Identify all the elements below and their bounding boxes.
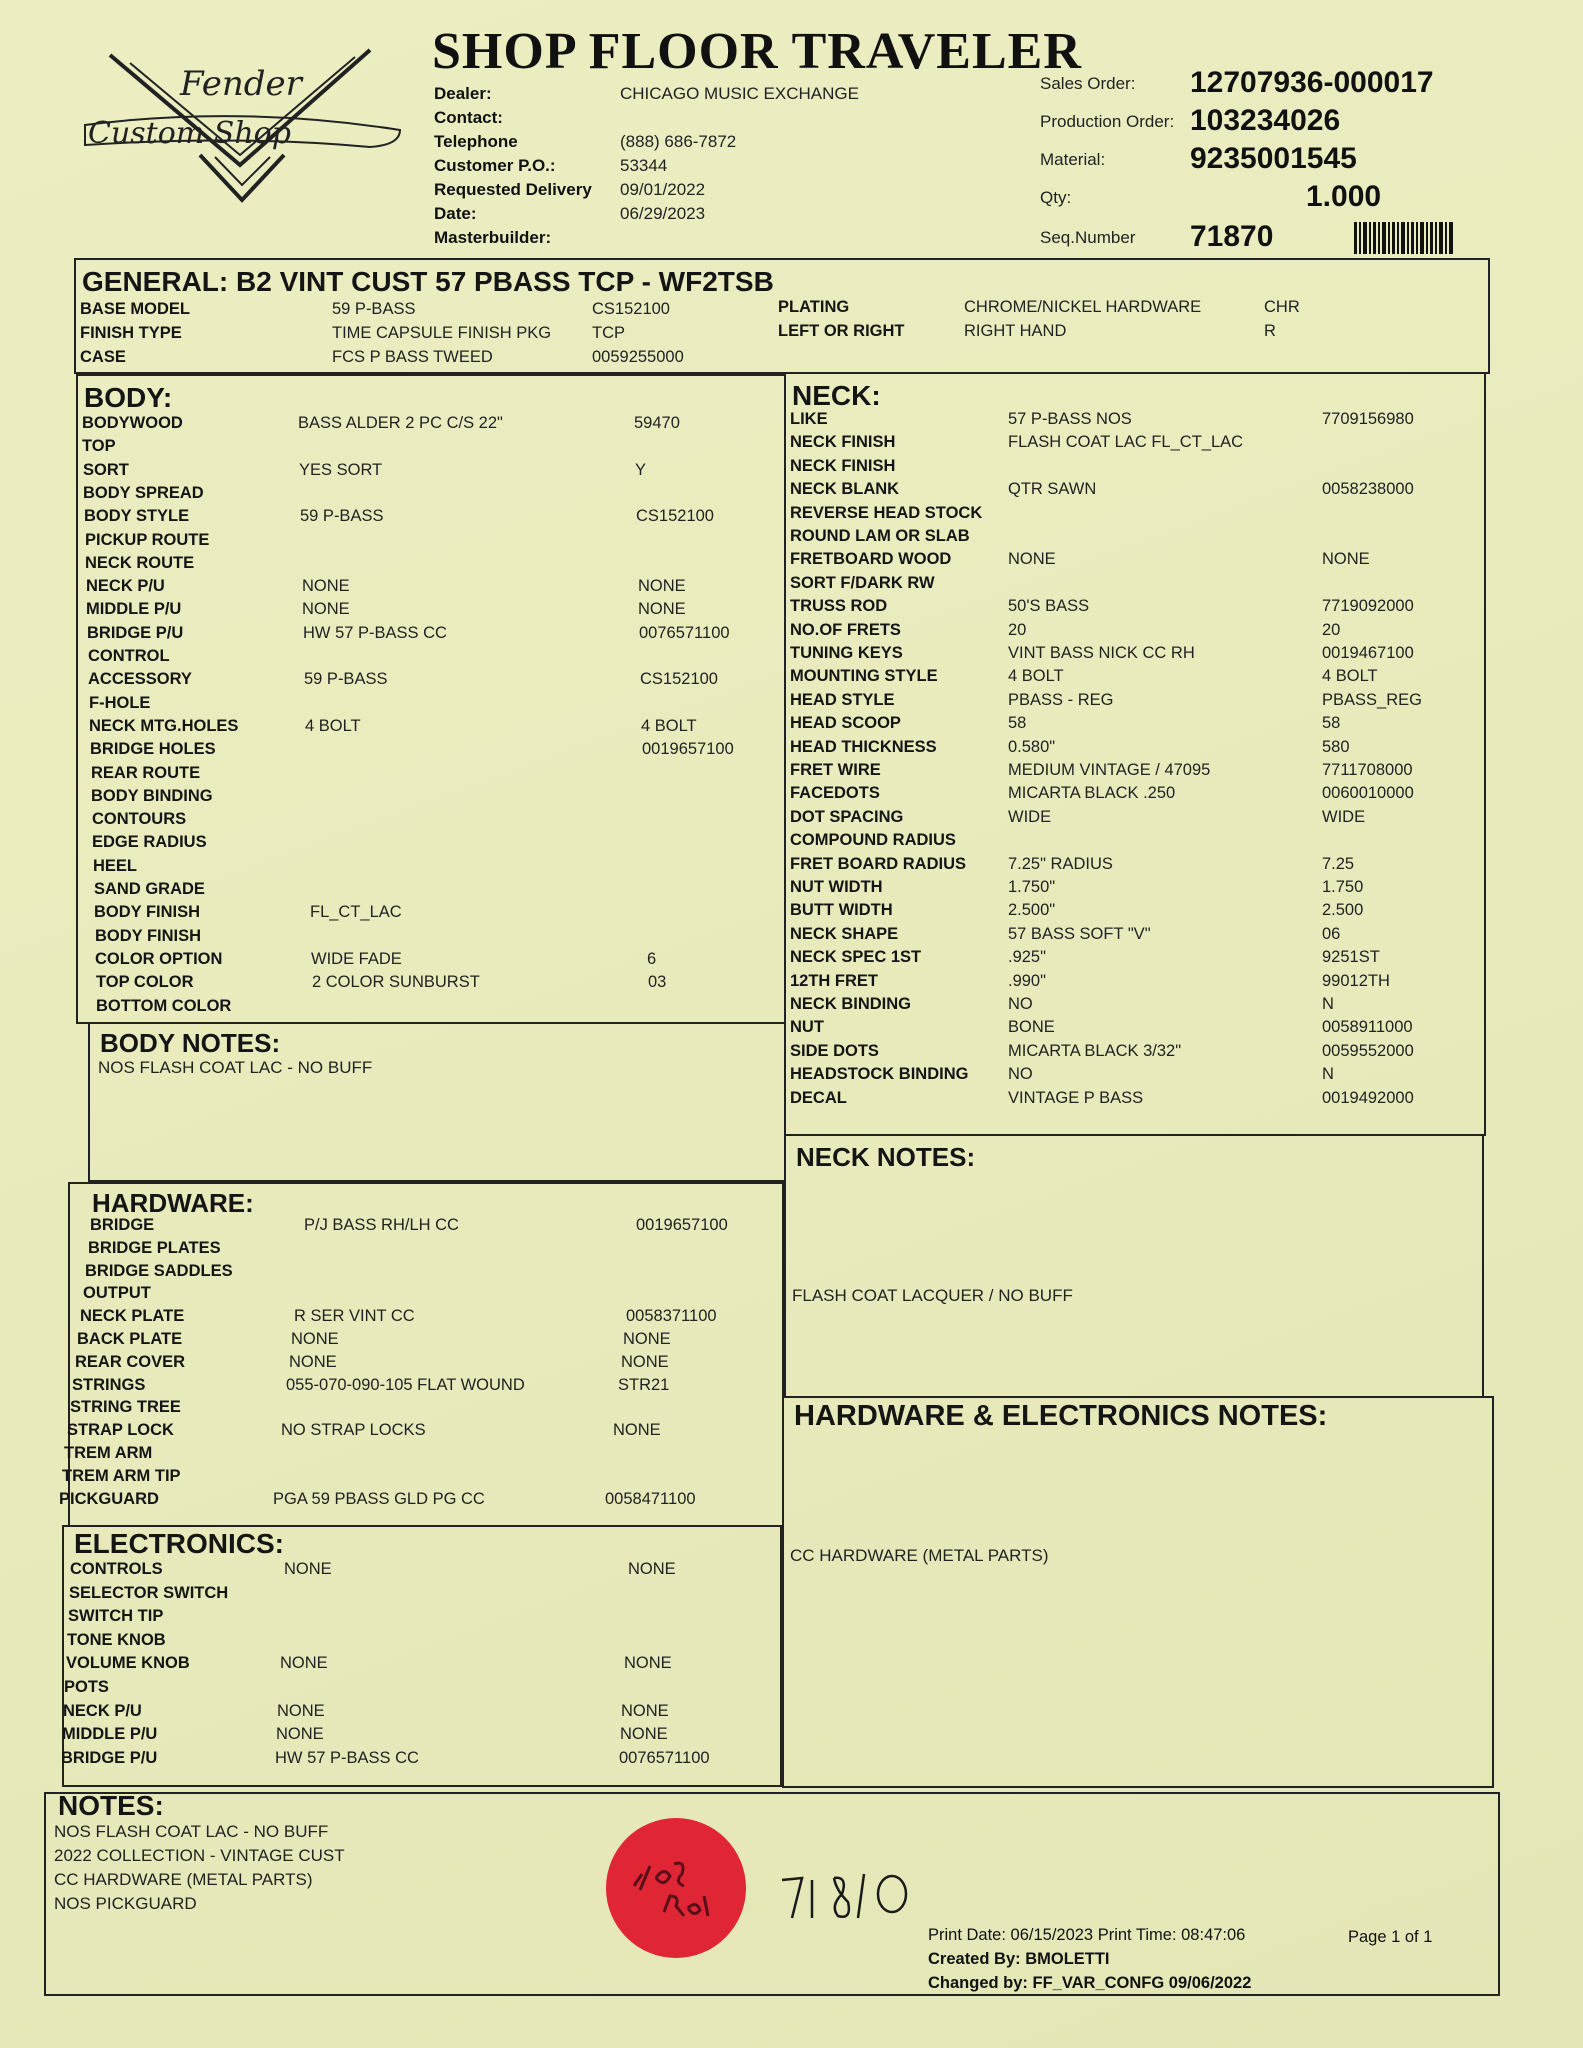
spec-label: CONTROL [88,647,170,665]
spec-value: 4 BOLT [305,716,361,735]
spec-label: BRIDGE [90,1216,155,1234]
document-title: SHOP FLOOR TRAVELER [432,23,1082,80]
spec-code: CS152100 [592,300,670,318]
spec-label: OUTPUT [83,1284,151,1303]
spec-code: WIDE [1322,807,1366,826]
spec-label: NECK P/U [63,1701,142,1720]
spec-value: YES SORT [299,460,383,479]
electronics-title: ELECTRONICS: [74,1528,284,1559]
spec-code: 7709156980 [1322,410,1414,428]
spec-value: NONE [284,1560,332,1578]
spec-label: COLOR OPTION [95,949,223,968]
note-line: CC HARDWARE (METAL PARTS) [790,1546,1049,1565]
spec-code: 59470 [634,414,680,432]
spec-value: NONE [302,577,350,596]
spec-label: TOP COLOR [96,973,194,992]
spec-code: 99012TH [1322,971,1390,990]
spec-label: MOUNTING STYLE [790,667,938,686]
spec-code: 0058238000 [1322,480,1414,499]
spec-code: NONE [638,600,686,619]
spec-label: DOT SPACING [790,807,904,826]
header-field-label: Requested Delivery [434,180,592,199]
order-value: 71870 [1190,220,1274,253]
spec-value: NONE [289,1352,337,1371]
spec-label: DECAL [790,1088,847,1107]
spec-label: REVERSE HEAD STOCK [790,503,983,522]
print-date: Print Date: 06/15/2023 Print Time: 08:47:06 [928,1926,1246,1944]
spec-label: PICKUP ROUTE [85,530,210,549]
notes-title: NOTES: [58,1790,164,1821]
spec-code: NONE [628,1560,676,1578]
spec-code: NONE [1322,550,1370,569]
spec-value: TIME CAPSULE FINISH PKG [332,324,552,342]
order-label: Seq.Number [1040,228,1136,247]
spec-label: NECK SHAPE [790,924,899,943]
spec-value: RIGHT HAND [964,322,1067,340]
spec-value: NONE [276,1725,324,1744]
spec-value: MEDIUM VINTAGE / 47095 [1008,761,1211,779]
spec-label: HEADSTOCK BINDING [790,1065,969,1084]
spec-label: NECK SPEC 1ST [790,948,922,967]
spec-label: NECK ROUTE [85,553,195,572]
order-value: 103234026 [1190,104,1341,137]
spec-value: 0.580" [1008,737,1056,756]
note-line: NOS FLASH COAT LAC - NO BUFF [98,1058,373,1077]
general-title: GENERAL: B2 VINT CUST 57 PBASS TCP - WF2TSB [82,266,774,297]
spec-value: 59 P-BASS [332,300,416,318]
spec-code: CS152100 [636,507,714,526]
hw-notes-section [782,1396,1494,1788]
spec-value: .925" [1008,948,1046,967]
spec-value: 055-070-090-105 FLAT WOUND [286,1375,525,1394]
body-notes-title: BODY NOTES: [100,1028,281,1058]
spec-label: STRING TREE [70,1398,181,1417]
spec-value: NONE [280,1654,328,1673]
spec-label: PICKGUARD [59,1489,159,1508]
spec-code: 0076571100 [639,623,730,642]
spec-code: 0060010000 [1322,784,1414,803]
spec-value: NO STRAP LOCKS [281,1421,426,1440]
spec-code: 4 BOLT [1322,667,1378,686]
spec-label: COMPOUND RADIUS [790,831,956,850]
spec-value: NONE [1008,550,1056,569]
spec-value: 20 [1008,620,1027,639]
spec-label: HEEL [93,856,138,875]
order-value: 12707936-000017 [1190,66,1434,99]
spec-label: ACCESSORY [88,670,192,689]
spec-label: NECK BINDING [790,995,912,1013]
spec-value: NO [1008,995,1033,1013]
spec-label: STRINGS [72,1375,146,1394]
spec-value: PGA 59 PBASS GLD PG CC [273,1489,485,1508]
spec-label: SORT [83,460,129,479]
spec-value: 50'S BASS [1008,597,1090,616]
red-sticker-stamp [604,1816,748,1960]
spec-label: FINISH TYPE [80,324,182,342]
note-line: NOS PICKGUARD [54,1894,197,1913]
spec-label: BODY STYLE [84,507,190,526]
spec-value: WIDE FADE [311,949,402,968]
spec-code: 0059255000 [592,348,684,366]
header-field-label: Dealer: [434,84,492,103]
spec-value: 57 P-BASS NOS [1008,410,1132,428]
spec-code: 0019657100 [636,1216,728,1234]
handwritten-seq-number [776,1862,916,1932]
spec-code: 1.750 [1322,878,1364,896]
spec-code: NONE [638,577,686,596]
spec-code: 0058911000 [1322,1018,1413,1037]
spec-value: QTR SAWN [1008,480,1097,499]
spec-label: CONTROLS [70,1560,163,1578]
order-value: 9235001545 [1190,142,1357,175]
order-label: Material: [1040,150,1106,169]
order-label: Sales Order: [1040,74,1136,93]
spec-label: HEAD STYLE [790,690,895,709]
spec-code: 0076571100 [619,1748,710,1767]
spec-value: HW 57 P-BASS CC [303,623,447,642]
header-field-value: 53344 [620,156,668,175]
spec-label: REAR ROUTE [91,763,201,782]
spec-code: 7719092000 [1322,597,1414,616]
spec-value: PBASS - REG [1008,690,1114,709]
spec-label: TREM ARM [64,1444,153,1462]
spec-value: BONE [1008,1018,1055,1037]
spec-value: NO [1008,1065,1033,1084]
note-line: CC HARDWARE (METAL PARTS) [54,1870,313,1889]
spec-value: FCS P BASS TWEED [332,348,493,366]
spec-label: BRIDGE P/U [87,623,184,642]
spec-label: NO.OF FRETS [790,620,901,639]
spec-code: 0059552000 [1322,1041,1414,1060]
spec-value: FLASH COAT LAC FL_CT_LAC [1008,433,1244,452]
spec-label: BODYWOOD [82,414,183,432]
spec-code: 2.500 [1322,901,1364,920]
created-by: Created By: BMOLETTI [928,1950,1110,1968]
spec-value: MICARTA BLACK .250 [1008,784,1176,803]
spec-value: R SER VINT CC [294,1307,415,1326]
spec-code: NONE [624,1654,672,1673]
header-field-label: Contact: [434,108,503,127]
spec-code: NONE [620,1725,668,1744]
note-line: NOS FLASH COAT LAC - NO BUFF [54,1822,329,1841]
spec-label: BRIDGE P/U [61,1748,158,1767]
spec-label: CASE [80,348,126,366]
spec-label: REAR COVER [75,1352,186,1371]
spec-code: TCP [592,324,625,342]
hardware-title: HARDWARE: [92,1188,254,1218]
barcode [1354,222,1454,254]
spec-code: NONE [621,1352,669,1371]
spec-value: VINT BASS NICK CC RH [1008,644,1195,662]
spec-value: NONE [302,600,350,619]
spec-code: 0019492000 [1322,1088,1414,1107]
spec-code: N [1322,995,1334,1013]
spec-label: TREM ARM TIP [62,1466,181,1485]
spec-value: CHROME/NICKEL HARDWARE [964,298,1202,316]
spec-code: CS152100 [640,670,718,689]
neck-notes-section [784,1134,1484,1398]
spec-code: NONE [621,1701,669,1720]
spec-label: FRET BOARD RADIUS [790,854,966,873]
spec-label: BRIDGE HOLES [90,740,216,759]
note-line: 2022 COLLECTION - VINTAGE CUST [54,1846,345,1865]
spec-code: 7711708000 [1322,761,1413,779]
spec-code: 9251ST [1322,948,1380,967]
spec-label: BODY FINISH [94,903,201,922]
header-field-label: Masterbuilder: [434,228,552,247]
spec-label: TONE KNOB [67,1630,166,1649]
header-field-label: Telephone [434,132,518,151]
spec-label: F-HOLE [89,693,151,712]
spec-value: 1.750" [1008,878,1056,896]
spec-label: TUNING KEYS [790,644,903,662]
spec-label: PLATING [778,298,850,316]
spec-label: BODY SPREAD [83,483,204,502]
spec-label: BACK PLATE [77,1330,183,1348]
page-number: Page 1 of 1 [1348,1928,1433,1946]
header-field-value: 06/29/2023 [620,204,706,223]
fender-custom-shop-logo [70,45,410,215]
spec-value: VINTAGE P BASS [1008,1088,1144,1107]
spec-label: BASE MODEL [80,300,191,318]
spec-label: TRUSS ROD [790,597,888,616]
hw-notes-title: HARDWARE & ELECTRONICS NOTES: [794,1400,1328,1432]
spec-code: STR21 [618,1375,670,1394]
spec-code: N [1322,1065,1334,1084]
spec-value: FL_CT_LAC [310,903,402,922]
spec-value: MICARTA BLACK 3/32" [1008,1041,1182,1060]
spec-label: LEFT OR RIGHT [778,322,905,340]
note-line: FLASH COAT LACQUER / NO BUFF [792,1286,1073,1305]
spec-label: SWITCH TIP [68,1607,164,1626]
order-label: Production Order: [1040,112,1175,131]
spec-value: 59 P-BASS [304,670,388,689]
spec-code: R [1264,322,1276,340]
spec-label: MIDDLE P/U [86,600,182,619]
spec-value: 7.25" RADIUS [1008,854,1113,873]
spec-label: BRIDGE PLATES [88,1238,221,1257]
spec-code: 4 BOLT [641,716,697,735]
spec-label: NECK P/U [86,577,165,596]
spec-code: 58 [1322,714,1341,733]
header-field-value: (888) 686-7872 [620,132,737,151]
spec-label: 12TH FRET [790,971,879,990]
neck-title: NECK: [792,380,881,411]
spec-label: NUT [790,1018,824,1037]
spec-value: NONE [291,1330,339,1348]
spec-label: FRETBOARD WOOD [790,550,952,569]
spec-value: 4 BOLT [1008,667,1064,686]
spec-label: FRET WIRE [790,761,881,779]
spec-label: BOTTOM COLOR [96,996,232,1015]
spec-value: .990" [1008,971,1046,990]
spec-label: POTS [64,1678,109,1696]
header-field-label: Customer P.O.: [434,156,556,175]
spec-label: HEAD SCOOP [790,714,901,733]
spec-label: STRAP LOCK [67,1421,174,1440]
svg-text:Custom Shop: Custom Shop [88,116,291,151]
spec-label: NECK MTG.HOLES [89,716,239,735]
spec-label: CONTOURS [92,810,187,829]
spec-value: 57 BASS SOFT "V" [1008,924,1151,943]
spec-value: 59 P-BASS [300,507,384,526]
spec-label: NECK FINISH [790,456,896,475]
spec-code: NONE [613,1421,661,1440]
spec-label: NECK PLATE [80,1307,185,1326]
spec-label: SIDE DOTS [790,1041,879,1060]
spec-label: SELECTOR SWITCH [69,1583,229,1602]
spec-value: 2.500" [1008,901,1056,920]
header-field-value: 09/01/2022 [620,180,706,199]
spec-code: 0019467100 [1322,644,1414,662]
spec-label: EDGE RADIUS [92,833,207,852]
spec-label: MIDDLE P/U [62,1725,158,1744]
spec-label: NUT WIDTH [790,878,883,896]
spec-code: NONE [623,1330,671,1348]
order-label: Qty: [1040,188,1072,207]
spec-value: WIDE [1008,807,1052,826]
spec-label: NECK BLANK [790,480,900,499]
spec-value: HW 57 P-BASS CC [275,1748,419,1767]
neck-notes-title: NECK NOTES: [796,1142,976,1172]
spec-code: CHR [1264,298,1300,316]
spec-value: 2 COLOR SUNBURST [312,973,480,992]
spec-code: Y [635,460,647,479]
spec-value: BASS ALDER 2 PC C/S 22" [298,414,503,432]
spec-code: 06 [1322,924,1341,943]
spec-code: 20 [1322,620,1341,639]
spec-code: 7.25 [1322,854,1355,873]
spec-label: HEAD THICKNESS [790,737,937,756]
svg-text:Fender: Fender [180,64,302,104]
spec-label: ROUND LAM OR SLAB [790,527,970,545]
header-field-value: CHICAGO MUSIC EXCHANGE [620,84,859,103]
body-title: BODY: [84,382,173,413]
spec-label: NECK FINISH [790,433,896,452]
spec-code: 0058471100 [605,1489,696,1508]
spec-code: 03 [648,973,667,992]
spec-label: FACEDOTS [790,784,880,803]
spec-code: 0019657100 [642,740,734,759]
spec-code: 6 [647,949,657,968]
spec-label: BODY FINISH [95,926,202,945]
spec-label: VOLUME KNOB [66,1654,190,1673]
header-field-label: Date: [434,204,477,223]
spec-value: P/J BASS RH/LH CC [304,1216,459,1234]
spec-label: TOP [82,437,116,456]
spec-label: BRIDGE SADDLES [85,1261,233,1280]
spec-label: LIKE [790,410,828,428]
changed-by: Changed by: FF_VAR_CONFG 09/06/2022 [928,1974,1252,1992]
spec-label: BUTT WIDTH [790,901,893,920]
order-value: 1.000 [1306,180,1382,213]
spec-label: SAND GRADE [94,880,205,898]
spec-value: NONE [277,1701,325,1720]
spec-value: 58 [1008,714,1027,733]
spec-code: PBASS_REG [1322,690,1422,709]
spec-code: 0058371100 [626,1307,717,1326]
spec-label: SORT F/DARK RW [790,573,935,592]
spec-label: BODY BINDING [91,786,213,805]
spec-code: 580 [1322,737,1350,756]
